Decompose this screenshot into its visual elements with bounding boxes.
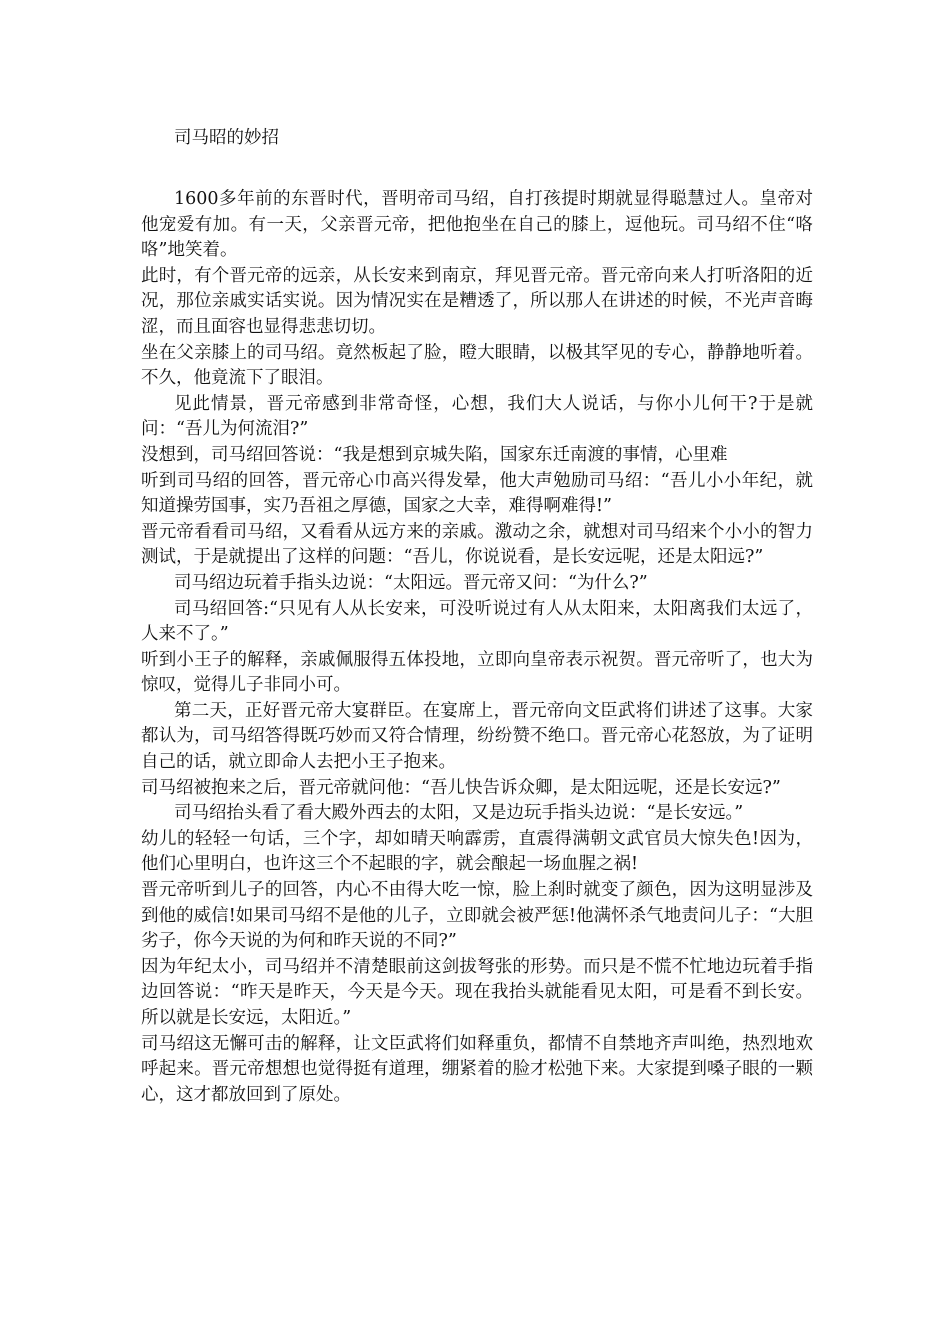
paragraph: 此时，有个晋元帝的远亲，从长安来到南京，拜见晋元帝。晋元帝向来人打听洛阳的近况，那位亲戚实话实说。因为情况实在是糟透了，所以那人在讲述的时候，不光声音晦涩，而且面容也显得悲悲切切。	[141, 265, 813, 337]
document-page	[141, 123, 813, 1108]
paragraph: 没想到，司马绍回答说：“我是想到京城失陷，国家东迁南渡的事情，心里难	[141, 444, 728, 465]
paragraph: 司马绍被抱来之后，晋元帝就问他：“吾儿快告诉众卿，是太阳远呢，还是长安远?”	[141, 777, 781, 798]
paragraph: 司马绍边玩着手指头边说：“太阳远。晋元帝又问：“为什么?”	[174, 572, 648, 593]
paragraph: 听到司马绍的回答，晋元帝心巾高兴得发晕，他大声勉励司马绍：“吾儿小小年纪，就知道操劳国事，实乃吾祖之厚德，国家之大幸，难得啊难得!”	[141, 470, 813, 517]
document-body	[141, 187, 813, 1108]
paragraph: 听到小王子的解释，亲戚佩服得五体投地，立即向皇帝表示祝贺。晋元帝听了，也大为惊叹，觉得儿子非同小可。	[141, 649, 813, 696]
paragraph: 晋元帝看看司马绍，又看看从远方来的亲戚。激动之余，就想对司马绍来个小小的智力测试，于是就提出了这样的问题：“吾儿，你说说看，是长安远呢，还是太阳远?”	[141, 521, 813, 568]
paragraph: 因为年纪太小，司马绍并不清楚眼前这剑拔弩张的形势。而只是不慌不忙地边玩着手指边回答说：“昨天是昨天，今天是今天。现在我抬头就能看见太阳，可是看不到长安。所以就是长安远，太阳近。”	[141, 956, 813, 1028]
paragraph: 见此情景，晋元帝感到非常奇怪，心想，我们大人说话，与你小儿何干?于是就问：“吾儿为何流泪?”	[141, 393, 813, 440]
paragraph: 司马绍这无懈可击的解释，让文臣武将们如释重负，都情不自禁地齐声叫绝，热烈地欢呼起来。晋元帝想想也觉得挺有道理，绷紧着的脸才松弛下来。大家提到嗓子眼的一颗心，这才都放回到了原处。	[141, 1033, 813, 1105]
paragraph: 幼儿的轻轻一句话，三个字，却如晴天响霹雳，直震得满朝文武官员大惊失色!因为，他们心里明白，也许这三个不起眼的字，就会酿起一场血腥之祸!	[141, 828, 813, 875]
paragraph: 第二天，正好晋元帝大宴群臣。在宴席上，晋元帝向文臣武将们讲述了这事。大家都认为，司马绍答得既巧妙而又符合情理，纷纷赞不绝口。晋元帝心花怒放，为了证明自己的话，就立即命人去把小王子抱来。	[141, 700, 813, 773]
document-title: 司马昭的妙招	[174, 128, 279, 148]
paragraph: 司马绍抬头看了看大殿外西去的太阳，又是边玩手指头边说：“是长安远。”	[174, 803, 744, 824]
paragraph: 晋元帝听到儿子的回答，内心不由得大吃一惊，脸上刹时就变了颜色，因为这明显涉及到他的威信!如果司马绍不是他的儿子，立即就会被严惩!他满怀杀气地责问儿子：“大胆劣子，你今天说的为何和昨天说的不同?”	[141, 880, 813, 952]
paragraph: 坐在父亲膝上的司马绍。竟然板起了脸，瞪大眼睛，以极其罕见的专心，静静地听着。不久，他竟流下了眼泪。	[141, 342, 813, 389]
paragraph: 司马绍回答:“只见有人从长安来，可没听说过有人从太阳来，太阳离我们太远了，人来不了。”	[141, 598, 813, 645]
paragraph: 1600多年前的东晋时代，晋明帝司马绍，自打孩提时期就显得聪慧过人。皇帝对他宠爱有加。有一天，父亲晋元帝，把他抱坐在自己的膝上，逗他玩。司马绍不住“咯咯”地笑着。	[141, 189, 813, 261]
